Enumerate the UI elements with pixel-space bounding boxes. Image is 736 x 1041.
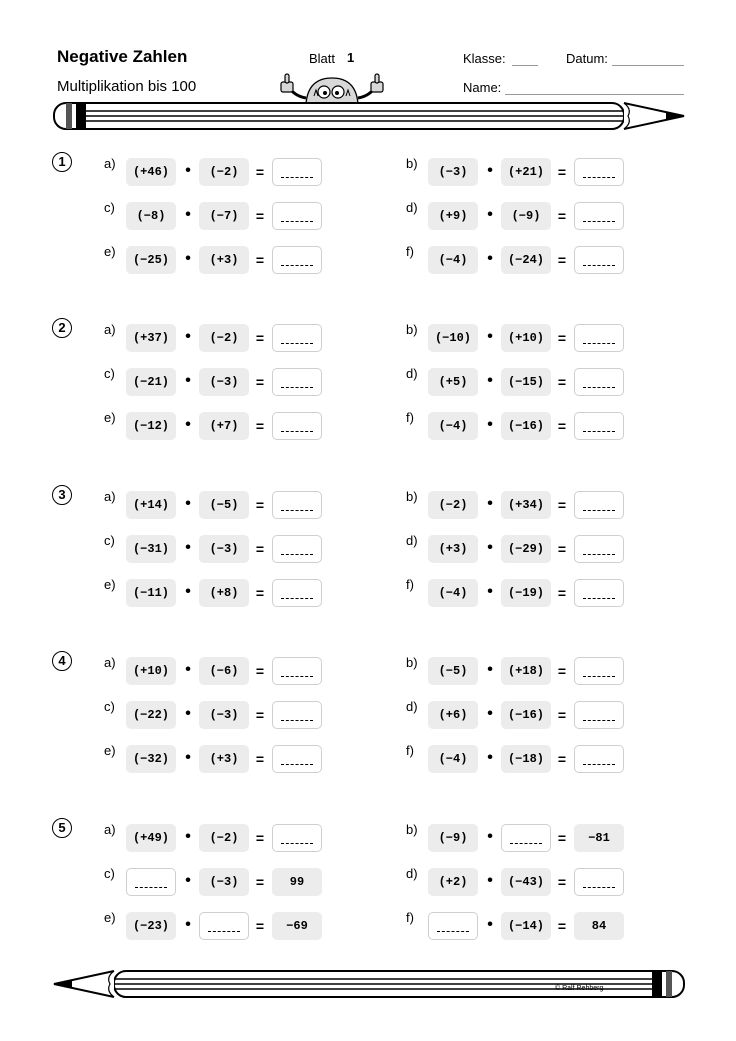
factor-value: (−9) <box>501 202 551 230</box>
task-letter: a) <box>104 822 116 837</box>
answer-blank[interactable] <box>574 202 624 230</box>
multiply-operator: • <box>487 250 493 267</box>
equals-sign: = <box>255 830 265 846</box>
equals-sign: = <box>255 751 265 767</box>
answer-dashed-line <box>281 177 313 178</box>
factor-value: (+21) <box>501 158 551 186</box>
equals-sign: = <box>255 874 265 890</box>
answer-dashed-line <box>583 676 615 677</box>
factor-value: (−3) <box>199 868 249 896</box>
multiply-operator: • <box>185 661 191 678</box>
factor-value: (−12) <box>126 412 176 440</box>
multiply-operator: • <box>185 828 191 845</box>
answer-dashed-line <box>281 387 313 388</box>
task-letter: c) <box>104 866 115 881</box>
task-4-a <box>104 657 344 687</box>
equals-sign: = <box>557 374 567 390</box>
task-5-a <box>104 824 344 854</box>
task-letter: b) <box>406 489 418 504</box>
multiply-operator: • <box>185 416 191 433</box>
worksheet-title: Negative Zahlen <box>57 47 188 66</box>
factor-value: (−8) <box>126 202 176 230</box>
factor-value: (+6) <box>428 701 478 729</box>
answer-blank[interactable] <box>574 657 624 685</box>
factor-value: (−5) <box>428 657 478 685</box>
multiply-operator: • <box>487 495 493 512</box>
answer-blank[interactable] <box>126 868 176 896</box>
pencil-divider-bottom <box>52 969 686 999</box>
result-value: −81 <box>574 824 624 852</box>
answer-dashed-line <box>281 431 313 432</box>
multiply-operator: • <box>487 328 493 345</box>
equals-sign: = <box>557 541 567 557</box>
equals-sign: = <box>557 497 567 513</box>
task-1-c <box>104 202 344 232</box>
factor-value: (+2) <box>428 868 478 896</box>
factor-value: (−15) <box>501 368 551 396</box>
answer-blank[interactable] <box>501 824 551 852</box>
factor-value: (+3) <box>428 535 478 563</box>
factor-value: (+10) <box>126 657 176 685</box>
factor-value: (−32) <box>126 745 176 773</box>
answer-dashed-line <box>281 598 313 599</box>
answer-blank[interactable] <box>272 202 322 230</box>
factor-value: (−18) <box>501 745 551 773</box>
task-letter: c) <box>104 200 115 215</box>
task-4-d <box>406 701 646 731</box>
equals-sign: = <box>255 585 265 601</box>
answer-dashed-line <box>281 843 313 844</box>
equals-sign: = <box>557 208 567 224</box>
task-4-b <box>406 657 646 687</box>
task-2-c <box>104 368 344 398</box>
task-3-c <box>104 535 344 565</box>
factor-value: (−11) <box>126 579 176 607</box>
task-letter: b) <box>406 655 418 670</box>
multiply-operator: • <box>487 916 493 933</box>
task-letter: a) <box>104 655 116 670</box>
equals-sign: = <box>557 751 567 767</box>
answer-dashed-line <box>208 931 240 932</box>
equals-sign: = <box>255 208 265 224</box>
task-3-f <box>406 579 646 609</box>
answer-dashed-line <box>583 720 615 721</box>
name-label: Name: <box>463 80 502 95</box>
klasse-label: Klasse: <box>463 51 506 66</box>
factor-value: (−4) <box>428 246 478 274</box>
equals-sign: = <box>557 918 567 934</box>
answer-blank[interactable] <box>272 246 322 274</box>
equals-sign: = <box>557 330 567 346</box>
answer-dashed-line <box>281 265 313 266</box>
answer-blank[interactable] <box>574 701 624 729</box>
equals-sign: = <box>557 707 567 723</box>
equals-sign: = <box>255 418 265 434</box>
exercise-section-2 <box>0 318 736 458</box>
answer-blank[interactable] <box>574 745 624 773</box>
factor-value: (−3) <box>199 368 249 396</box>
task-1-d <box>406 202 646 232</box>
factor-value: (−10) <box>428 324 478 352</box>
multiply-operator: • <box>185 495 191 512</box>
answer-blank[interactable] <box>428 912 478 940</box>
task-2-b <box>406 324 646 354</box>
equals-sign: = <box>557 663 567 679</box>
factor-value: (−4) <box>428 412 478 440</box>
task-letter: a) <box>104 156 116 171</box>
factor-value: (−2) <box>199 824 249 852</box>
factor-value: (−16) <box>501 412 551 440</box>
task-4-e <box>104 745 344 775</box>
task-letter: a) <box>104 489 116 504</box>
equals-sign: = <box>255 541 265 557</box>
task-letter: b) <box>406 322 418 337</box>
factor-value: (−2) <box>199 158 249 186</box>
multiply-operator: • <box>185 162 191 179</box>
task-2-e <box>104 412 344 442</box>
task-5-d <box>406 868 646 898</box>
factor-value: (−19) <box>501 579 551 607</box>
task-3-e <box>104 579 344 609</box>
task-letter: e) <box>104 743 116 758</box>
task-letter: d) <box>406 866 418 881</box>
answer-blank[interactable] <box>272 491 322 519</box>
factor-value: (−5) <box>199 491 249 519</box>
task-1-b <box>406 158 646 188</box>
multiply-operator: • <box>487 583 493 600</box>
task-5-e <box>104 912 344 942</box>
factor-value: (+49) <box>126 824 176 852</box>
exercise-section-4 <box>0 651 736 791</box>
datum-label: Datum: <box>566 51 608 66</box>
section-number-badge: 1 <box>52 152 72 172</box>
multiply-operator: • <box>487 372 493 389</box>
answer-dashed-line <box>583 764 615 765</box>
name-field[interactable] <box>505 80 684 95</box>
answer-blank[interactable] <box>272 368 322 396</box>
task-4-c <box>104 701 344 731</box>
task-letter: d) <box>406 366 418 381</box>
factor-value: (+37) <box>126 324 176 352</box>
answer-dashed-line <box>583 554 615 555</box>
answer-blank[interactable] <box>272 824 322 852</box>
equals-sign: = <box>255 374 265 390</box>
answer-dashed-line <box>583 598 615 599</box>
factor-value: (+18) <box>501 657 551 685</box>
factor-value: (−16) <box>501 701 551 729</box>
multiply-operator: • <box>185 583 191 600</box>
result-value: 84 <box>574 912 624 940</box>
factor-value: (−22) <box>126 701 176 729</box>
task-5-c <box>104 868 344 898</box>
factor-value: (+14) <box>126 491 176 519</box>
exercise-section-3 <box>0 485 736 625</box>
task-5-b <box>406 824 646 854</box>
factor-value: (−7) <box>199 202 249 230</box>
answer-blank[interactable] <box>574 246 624 274</box>
answer-dashed-line <box>281 510 313 511</box>
result-value: 99 <box>272 868 322 896</box>
task-letter: d) <box>406 699 418 714</box>
section-number-badge: 3 <box>52 485 72 505</box>
worksheet-subtitle: Multiplikation bis 100 <box>57 78 197 95</box>
factor-value: (−25) <box>126 246 176 274</box>
equals-sign: = <box>557 874 567 890</box>
exercise-section-1 <box>0 152 736 292</box>
task-letter: f) <box>406 743 414 758</box>
answer-blank[interactable] <box>272 657 322 685</box>
answer-blank[interactable] <box>574 491 624 519</box>
answer-blank[interactable] <box>272 324 322 352</box>
task-letter: f) <box>406 410 414 425</box>
task-letter: f) <box>406 910 414 925</box>
multiply-operator: • <box>185 328 191 345</box>
factor-value: (−3) <box>199 701 249 729</box>
klasse-field[interactable] <box>512 51 538 66</box>
factor-value: (+3) <box>199 246 249 274</box>
answer-blank[interactable] <box>199 912 249 940</box>
answer-dashed-line <box>437 931 469 932</box>
task-letter: e) <box>104 410 116 425</box>
factor-value: (−43) <box>501 868 551 896</box>
task-letter: c) <box>104 699 115 714</box>
multiply-operator: • <box>487 539 493 556</box>
answer-dashed-line <box>583 177 615 178</box>
equals-sign: = <box>557 252 567 268</box>
task-5-f <box>406 912 646 942</box>
task-letter: e) <box>104 244 116 259</box>
multiply-operator: • <box>185 206 191 223</box>
answer-dashed-line <box>583 387 615 388</box>
task-letter: f) <box>406 577 414 592</box>
answer-blank[interactable] <box>272 701 322 729</box>
task-letter: d) <box>406 200 418 215</box>
answer-dashed-line <box>583 343 615 344</box>
equals-sign: = <box>557 830 567 846</box>
task-2-f <box>406 412 646 442</box>
answer-dashed-line <box>583 221 615 222</box>
answer-blank[interactable] <box>272 745 322 773</box>
answer-blank[interactable] <box>574 579 624 607</box>
multiply-operator: • <box>487 162 493 179</box>
equals-sign: = <box>557 418 567 434</box>
factor-value: (−9) <box>428 824 478 852</box>
multiply-operator: • <box>185 749 191 766</box>
factor-value: (−24) <box>501 246 551 274</box>
task-letter: e) <box>104 910 116 925</box>
equals-sign: = <box>557 585 567 601</box>
answer-dashed-line <box>583 510 615 511</box>
multiply-operator: • <box>487 872 493 889</box>
factor-value: (+7) <box>199 412 249 440</box>
task-3-d <box>406 535 646 565</box>
result-value: −69 <box>272 912 322 940</box>
task-letter: c) <box>104 533 115 548</box>
multiply-operator: • <box>487 416 493 433</box>
section-number-badge: 5 <box>52 818 72 838</box>
answer-blank[interactable] <box>574 868 624 896</box>
answer-blank[interactable] <box>272 412 322 440</box>
blatt-number: 1 <box>347 50 355 65</box>
factor-value: (−6) <box>199 657 249 685</box>
answer-blank[interactable] <box>574 158 624 186</box>
answer-blank[interactable] <box>272 535 322 563</box>
multiply-operator: • <box>487 749 493 766</box>
task-2-d <box>406 368 646 398</box>
exercise-section-5 <box>0 818 736 958</box>
answer-dashed-line <box>583 265 615 266</box>
answer-dashed-line <box>281 554 313 555</box>
multiply-operator: • <box>487 828 493 845</box>
factor-value: (+46) <box>126 158 176 186</box>
factor-value: (+3) <box>199 745 249 773</box>
equals-sign: = <box>255 918 265 934</box>
factor-value: (−3) <box>199 535 249 563</box>
factor-value: (−31) <box>126 535 176 563</box>
task-letter: e) <box>104 577 116 592</box>
multiply-operator: • <box>185 705 191 722</box>
equals-sign: = <box>255 252 265 268</box>
answer-dashed-line <box>281 764 313 765</box>
equals-sign: = <box>557 164 567 180</box>
task-letter: a) <box>104 322 116 337</box>
multiply-operator: • <box>185 872 191 889</box>
pencil-divider-top <box>52 101 686 131</box>
multiply-operator: • <box>487 661 493 678</box>
multiply-operator: • <box>185 916 191 933</box>
factor-value: (+8) <box>199 579 249 607</box>
answer-dashed-line <box>281 720 313 721</box>
task-letter: d) <box>406 533 418 548</box>
answer-dashed-line <box>135 887 167 888</box>
task-letter: c) <box>104 366 115 381</box>
multiply-operator: • <box>487 206 493 223</box>
factor-value: (−2) <box>199 324 249 352</box>
answer-dashed-line <box>281 676 313 677</box>
answer-dashed-line <box>583 887 615 888</box>
task-letter: b) <box>406 156 418 171</box>
equals-sign: = <box>255 663 265 679</box>
datum-field[interactable] <box>612 51 684 66</box>
factor-value: (−14) <box>501 912 551 940</box>
equals-sign: = <box>255 164 265 180</box>
answer-dashed-line <box>281 221 313 222</box>
multiply-operator: • <box>185 250 191 267</box>
factor-value: (−4) <box>428 745 478 773</box>
factor-value: (+10) <box>501 324 551 352</box>
blatt-label: Blatt <box>309 51 336 66</box>
task-letter: b) <box>406 822 418 837</box>
factor-value: (+5) <box>428 368 478 396</box>
task-1-f <box>406 246 646 276</box>
multiply-operator: • <box>487 705 493 722</box>
multiply-operator: • <box>185 539 191 556</box>
equals-sign: = <box>255 330 265 346</box>
task-4-f <box>406 745 646 775</box>
task-2-a <box>104 324 344 354</box>
task-1-e <box>104 246 344 276</box>
copyright-note: © Ralf Rehberg <box>555 985 604 992</box>
answer-dashed-line <box>510 843 542 844</box>
equals-sign: = <box>255 707 265 723</box>
answer-dashed-line <box>583 431 615 432</box>
factor-value: (+9) <box>428 202 478 230</box>
answer-blank[interactable] <box>574 412 624 440</box>
section-number-badge: 2 <box>52 318 72 338</box>
factor-value: (−4) <box>428 579 478 607</box>
answer-blank[interactable] <box>574 535 624 563</box>
task-1-a <box>104 158 344 188</box>
factor-value: (−21) <box>126 368 176 396</box>
task-3-a <box>104 491 344 521</box>
factor-value: (−3) <box>428 158 478 186</box>
task-3-b <box>406 491 646 521</box>
factor-value: (−29) <box>501 535 551 563</box>
task-letter: f) <box>406 244 414 259</box>
equals-sign: = <box>255 497 265 513</box>
section-number-badge: 4 <box>52 651 72 671</box>
answer-blank[interactable] <box>574 368 624 396</box>
answer-blank[interactable] <box>272 158 322 186</box>
factor-value: (−23) <box>126 912 176 940</box>
factor-value: (−2) <box>428 491 478 519</box>
answer-blank[interactable] <box>574 324 624 352</box>
answer-dashed-line <box>281 343 313 344</box>
factor-value: (+34) <box>501 491 551 519</box>
multiply-operator: • <box>185 372 191 389</box>
answer-blank[interactable] <box>272 579 322 607</box>
